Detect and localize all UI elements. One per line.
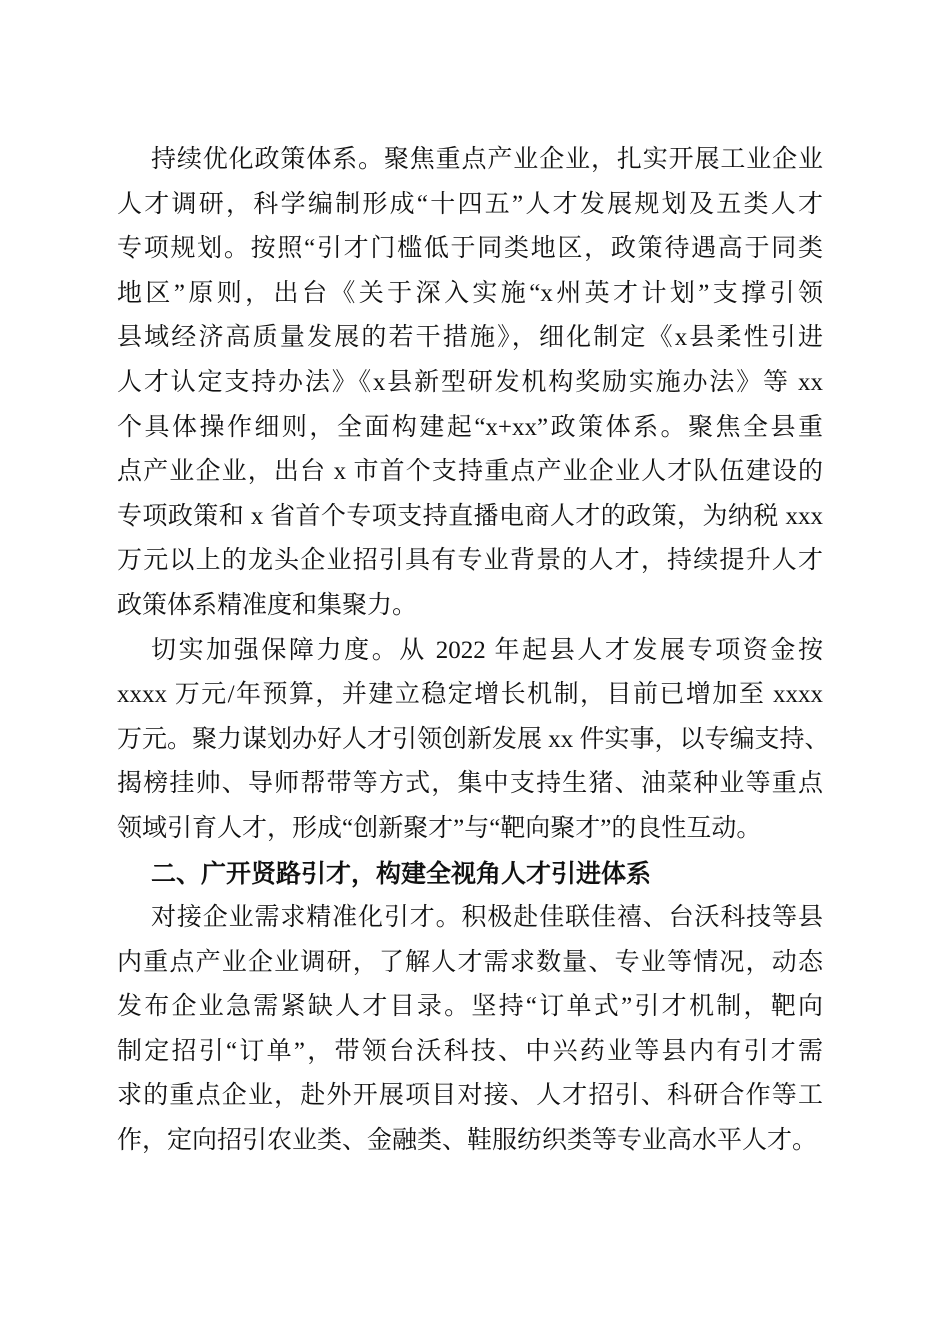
paragraph-line: 专项政策和 x 省首个专项支持直播电商人才的政策，为纳税 xxx [117, 502, 823, 530]
paragraph-line: 个具体操作细则，全面构建起“x+xx”政策体系。聚焦全县重 [117, 413, 823, 441]
paragraph-line: 切实加强保障力度。从 2022 年起县人才发展专项资金按 [151, 636, 823, 664]
paragraph-line: 专项规划。按照“引才门槛低于同类地区，政策待遇高于同类 [117, 235, 823, 263]
paragraph-line: 县域经济高质量发展的若干措施》，细化制定《x县柔性引进 [117, 324, 823, 352]
paragraph-line: 揭榜挂帅、导师帮带等方式，集中支持生猪、油菜种业等重点 [117, 770, 823, 798]
paragraph-line: 政策体系精准度和集聚力。 [117, 591, 418, 619]
paragraph-line: 制定招引“订单”，带领台沃科技、中兴药业等县内有引才需 [117, 1037, 823, 1065]
paragraph-line: xxxx 万元/年预算，并建立稳定增长机制，目前已增加至 xxxx [117, 681, 823, 709]
paragraph-line: 持续优化政策体系。聚焦重点产业企业，扎实开展工业企业 [151, 146, 823, 173]
paragraph-line: 人才调研，科学编制形成“十四五”人才发展规划及五类人才 [117, 190, 823, 218]
paragraph-line: 人才认定支持办法》《x县新型研发机构奖励实施办法》等 xx [117, 368, 823, 396]
paragraph-line: 发布企业急需紧缺人才目录。坚持“订单式”引才机制，靶向 [117, 993, 823, 1021]
paragraph-line: 领域引育人才，形成“创新聚才”与“靶向聚才”的良性互动。 [117, 814, 762, 842]
paragraph-line: 万元。聚力谋划办好人才引领创新发展 xx 件实事，以专编支持、 [117, 725, 830, 753]
paragraph-line: 求的重点企业，赴外开展项目对接、人才招引、科研合作等工 [117, 1082, 823, 1110]
paragraph-line: 作，定向招引农业类、金融类、鞋服纺织类等专业高水平人才。 [117, 1127, 818, 1155]
paragraph-line: 地区”原则，出台《关于深入实施“x州英才计划”支撑引领 [117, 279, 823, 307]
paragraph-line: 万元以上的龙头企业招引具有专业背景的人才，持续提升人才 [117, 547, 823, 575]
document-page [117, 138, 830, 1164]
paragraph-line: 点产业企业，出台 x 市首个支持重点产业企业人才队伍建设的 [117, 458, 823, 486]
paragraph-line: 对接企业需求精准化引才。积极赴佳联佳禧、台沃科技等县 [151, 904, 823, 932]
section-heading: 二、广开贤路引才，构建全视角人才引进体系 [151, 859, 652, 888]
paragraph-line: 内重点产业企业调研，了解人才需求数量、专业等情况，动态 [117, 948, 823, 976]
